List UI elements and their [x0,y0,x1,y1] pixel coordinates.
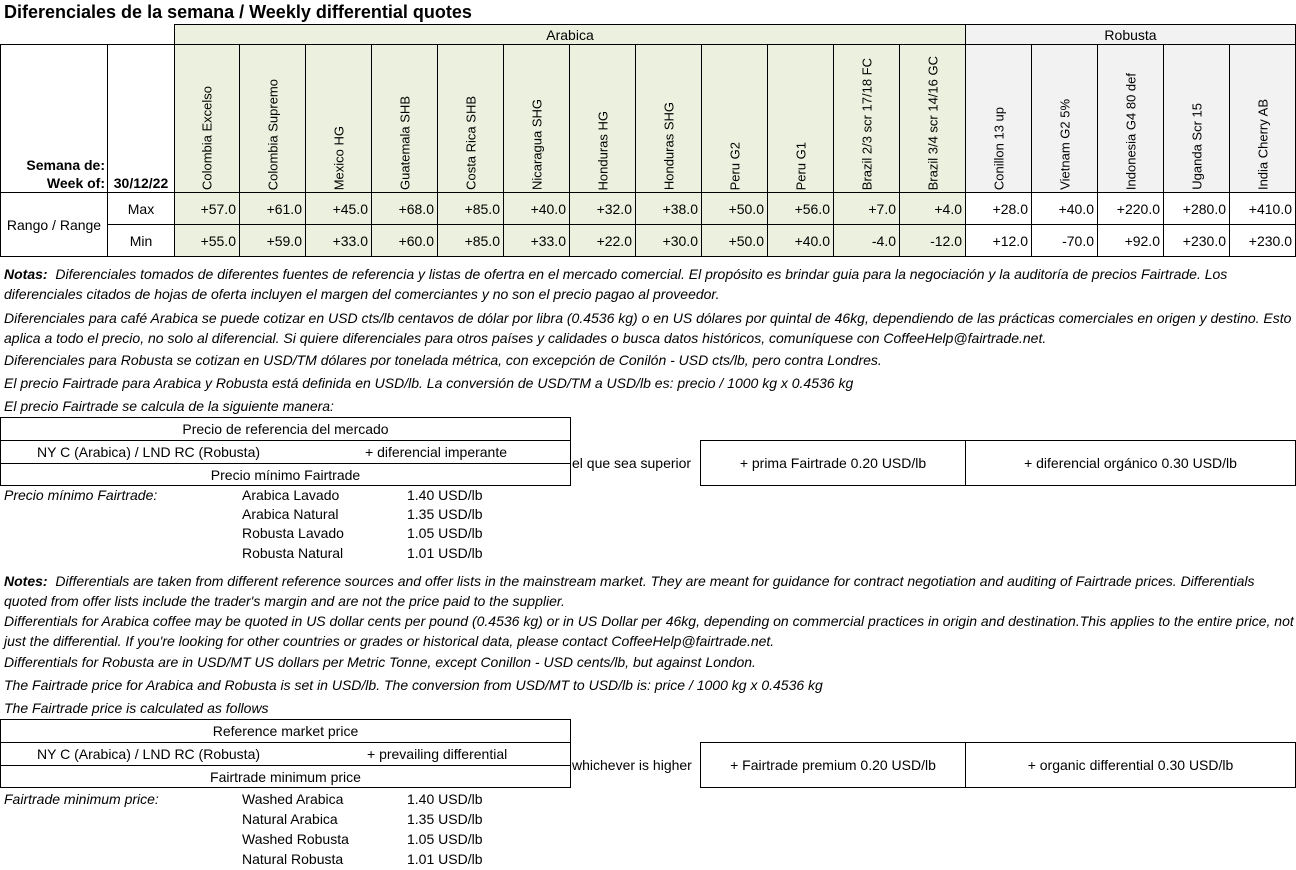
column-header: Honduras SHG [636,45,702,193]
formula-premium-en: + Fairtrade premium 0.20 USD/lb [701,743,966,787]
table-row-max [1,193,1296,225]
note-es-2: Diferenciales para café Arabica se puede cotizar en USD cts/lb centavos de dólar por libra (0.4536 kg) o en US dólares por quintal de 46kg, dependiendo de las prácticas comerciales en origen y destino. Esto aplica a todo el precio, no solo al diferencial. Si quiere diferenciales para otros países y calidades o busca datos históricos, comuníquese con CoffeeHelp@fairtrade.net. [4,310,1292,346]
table-cell: +32.0 [570,193,636,225]
table-cell: +85.0 [438,225,504,257]
formula-premium-box-es [700,440,1296,486]
week-label-en: Week of: [46,175,105,191]
column-header: Uganda Scr 15 [1164,45,1230,193]
group-header-arabica: Arabica [175,25,966,45]
minprice-value: 1.35 USD/lb [407,506,483,522]
table-cell: +280.0 [1164,193,1230,225]
formula-ref-en: Reference market price [1,720,570,743]
table-cell: +68.0 [372,193,438,225]
table-cell: +40.0 [504,193,570,225]
formula-nyc-row-es [1,441,570,464]
table-cell: +85.0 [438,193,504,225]
formula-premium-box-en [700,742,1296,788]
table-cell: +57.0 [175,193,240,225]
row-label-min: Min [108,225,175,257]
minprice-value: 1.01 USD/lb [407,545,483,561]
formula-nyc-en: NY C (Arabica) / LND RC (Robusta) [37,746,261,762]
formula-higher-es: el que sea superior [572,455,692,471]
table-cell: +61.0 [240,193,306,225]
formula-min-es: Precio mínimo Fairtrade [210,467,361,483]
column-header: Colombia Supremo [240,45,306,193]
formula-diff-en: + prevailing differential [367,746,508,762]
table-cell: +30.0 [636,225,702,257]
table-cell: +33.0 [504,225,570,257]
formula-nyc-row-en [1,743,570,766]
notes-label-en: Notes: [4,573,48,589]
note-en-3: Differentials for Robusta are in USD/MT US dollars per Metric Tonne, except Conillon - USD cents/lb, but against London. [4,654,756,670]
table-row-min [1,225,1296,257]
minprice-label-es: Precio mínimo Fairtrade: [4,487,158,503]
note-es-3: Diferenciales para Robusta se cotizan en USD/TM dólares por tonelada métrica, con excepción de Conilón - USD cts/lb, pero contra Londres. [4,352,882,368]
table-cell: +230.0 [1164,225,1230,257]
table-cell: +4.0 [900,193,966,225]
table-cell: +22.0 [570,225,636,257]
column-header: Mexico HG [306,45,372,193]
note-en-5: The Fairtrade price is calculated as follows [4,700,269,716]
column-header: Indonesia G4 80 def [1098,45,1164,193]
table-cell: +50.0 [702,193,768,225]
note-es-4: El precio Fairtrade para Arabica y Robusta está definida en USD/lb. La conversión de USD/TM a USD/lb es: precio / 1000 kg x 0.4536 kg [4,375,854,391]
note-en-4: The Fairtrade price for Arabica and Robusta is set in USD/lb. The conversion from USD/MT to USD/lb is: price / 1000 kg x 0.4536 kg [4,677,823,693]
formula-organic-es: + diferencial orgánico 0.30 USD/lb [1024,455,1237,471]
column-header: Conillon 13 up [966,45,1032,193]
table-cell: +33.0 [306,225,372,257]
row-label-max: Max [108,193,175,225]
table-cell: +220.0 [1098,193,1164,225]
minprice-value: 1.05 USD/lb [407,525,483,541]
formula-premium-es: + prima Fairtrade 0.20 USD/lb [701,441,966,485]
column-header: India Cherry AB [1230,45,1296,193]
group-header-robusta: Robusta [966,25,1296,45]
minprice-value: 1.40 USD/lb [407,791,483,807]
table-cell: +230.0 [1230,225,1296,257]
table-cell: +38.0 [636,193,702,225]
differentials-table [0,24,1296,257]
table-cell: +45.0 [306,193,372,225]
table-cell: +50.0 [702,225,768,257]
note-es-1: Notas: Diferenciales tomados de diferentes fuentes de referencia y listas de ofertra en el mercado comercial. El propósito es brindar guia para la negociación y la auditoría de precios Fairtrade. Los diferenciales citados de hojas de oferta incluyen el margen del comerciantes y no son el precio pagao al proveedor. [4,266,1228,302]
week-label [1,45,108,193]
column-header: Brazil 3/4 scr 14/16 GC [900,45,966,193]
column-header: Costa Rica SHB [438,45,504,193]
table-cell: -12.0 [900,225,966,257]
table-cell: +56.0 [768,193,834,225]
column-header: Peru G2 [702,45,768,193]
table-cell: +40.0 [768,225,834,257]
formula-nyc-es: NY C (Arabica) / LND RC (Robusta) [37,444,261,460]
column-header: Guatemala SHB [372,45,438,193]
note-en-2: Differentials for Arabica coffee may be quoted in US dollar cents per pound (0.4536 kg) or in US Dollar per 46kg, depending on commercial practices in origin and destination.This applies to the entire price, not just the differential. If you're looking for other countries or grades or historical data, please contact CoffeeHelp@fairtrade.net. [4,613,1294,649]
formula-higher-en: whichever is higher [572,757,692,773]
table-cell: +59.0 [240,225,306,257]
formula-box-en [0,719,571,788]
note-en-1: Notes: Differentials are taken from different reference sources and offer lists in the mainstream market. They are meant for guidance for contract negotiation and auditing of Fairtrade prices. Differentials quoted from offer lists include the trader's margin and are not the price paid to the supplier. [4,573,1255,609]
formula-ref-es: Precio de referencia del mercado [1,418,570,441]
week-label-es: Semana de: [26,157,105,173]
table-cell: -4.0 [834,225,900,257]
minprice-name: Natural Robusta [242,851,344,867]
minprice-value: 1.01 USD/lb [407,851,483,867]
column-header: Brazil 2/3 scr 17/18 FC [834,45,900,193]
table-cell: +55.0 [175,225,240,257]
table-cell: +7.0 [834,193,900,225]
blank-corner [1,25,175,45]
column-header: Colombia Excelso [175,45,240,193]
formula-min-en: Fairtrade minimum price [210,769,361,785]
column-header: Honduras HG [570,45,636,193]
minprice-value: 1.05 USD/lb [407,831,483,847]
minprice-value: 1.40 USD/lb [407,487,483,503]
minprice-name: Robusta Natural [242,545,344,561]
table-cell: -70.0 [1032,225,1098,257]
table-cell: +410.0 [1230,193,1296,225]
minprice-name: Washed Arabica [242,791,344,807]
range-label: Rango / Range [1,193,108,257]
minprice-name: Natural Arabica [242,811,338,827]
week-date: 30/12/22 [108,45,175,193]
column-header: Peru G1 [768,45,834,193]
minprice-label-en: Fairtrade minimum price: [4,791,159,807]
column-header: Nicaragua SHG [504,45,570,193]
minprice-name: Arabica Lavado [242,487,340,503]
minprice-name: Arabica Natural [242,506,339,522]
column-header: Vietnam G2 5% [1032,45,1098,193]
formula-box-es [0,417,571,486]
notes-label-es: Notas: [4,266,48,282]
formula-diff-es: + diferencial imperante [365,444,508,460]
table-cell: +92.0 [1098,225,1164,257]
note-es-5: El precio Fairtrade se calcula de la siguiente manera: [4,398,334,414]
minprice-name: Washed Robusta [242,831,349,847]
minprice-value: 1.35 USD/lb [407,811,483,827]
table-cell: +12.0 [966,225,1032,257]
minprice-name: Robusta Lavado [242,525,344,541]
page-title: Diferenciales de la semana / Weekly differential quotes [4,2,472,22]
table-cell: +28.0 [966,193,1032,225]
formula-organic-en: + organic differential 0.30 USD/lb [1027,757,1234,773]
table-cell: +40.0 [1032,193,1098,225]
table-cell: +60.0 [372,225,438,257]
